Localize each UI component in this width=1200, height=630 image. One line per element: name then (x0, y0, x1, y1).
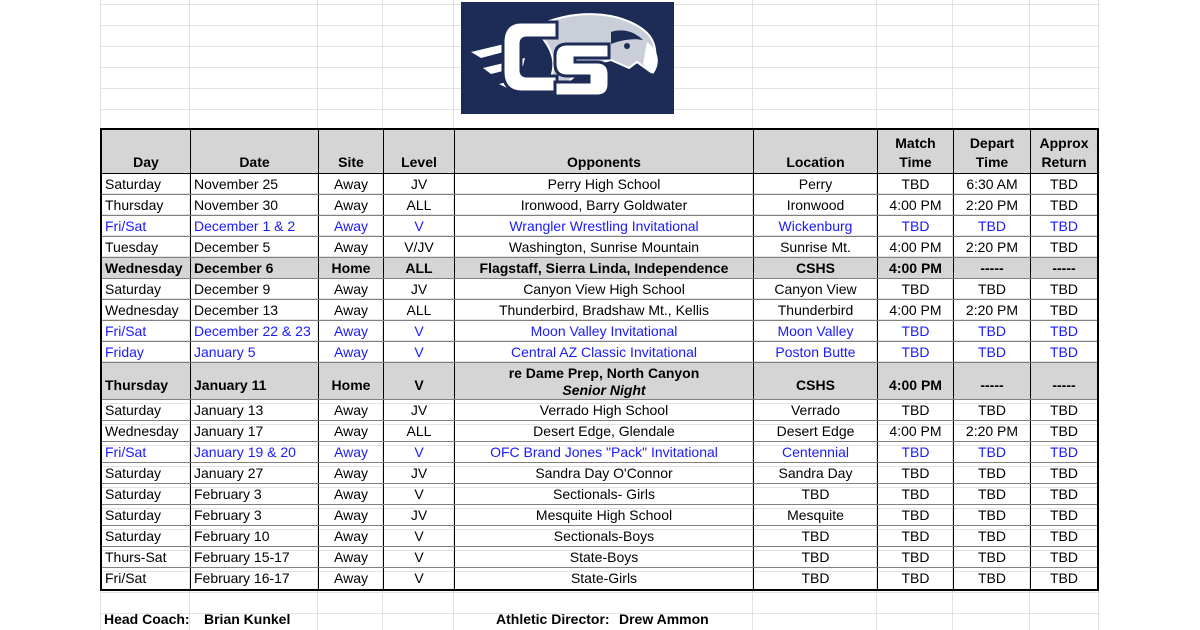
date-cell: November 30 (191, 195, 319, 215)
depart-time-cell: TBD (954, 505, 1031, 525)
header-label-top: Approx (1039, 135, 1089, 151)
date-cell: December 6 (191, 258, 319, 278)
opponents-cell (455, 363, 754, 399)
table-row (102, 547, 1097, 568)
depart-time-cell: TBD (954, 568, 1031, 589)
level-cell: ALL (384, 421, 455, 441)
header-day (102, 130, 191, 173)
return-time-cell: TBD (1050, 218, 1078, 234)
return-time-cell: TBD (1050, 444, 1078, 460)
day-cell: Thursday (102, 195, 191, 215)
opponents-line: re Dame Prep, North Canyon (508, 365, 700, 381)
table-row (102, 421, 1097, 442)
match-time-cell: TBD (878, 463, 954, 483)
site-cell: Away (319, 321, 384, 341)
location-cell: Perry (754, 174, 878, 194)
depart-time-cell: 2:20 PM (954, 300, 1031, 320)
match-time-cell: 4:00 PM (878, 300, 954, 320)
depart-time-cell: TBD (954, 484, 1031, 504)
day-cell: Thurs-Sat (102, 547, 191, 567)
date-cell: November 25 (191, 174, 319, 194)
day-cell: Saturday (102, 174, 191, 194)
return-time-cell: TBD (1050, 486, 1078, 502)
return-time-cell: TBD (1050, 323, 1078, 339)
match-time-cell: TBD (878, 342, 954, 362)
day-cell: Saturday (102, 463, 191, 483)
senior-night-note: Senior Night (562, 382, 646, 398)
table-row (102, 195, 1097, 216)
depart-time-cell: TBD (954, 279, 1031, 299)
date-cell: January 13 (191, 400, 319, 420)
schedule-table (100, 128, 1099, 591)
return-time-cell: TBD (1050, 197, 1078, 213)
return-time-cell: TBD (1050, 507, 1078, 523)
table-row (102, 568, 1097, 589)
location-cell: Ironwood (754, 195, 878, 215)
header-opponents (455, 130, 754, 173)
level-cell: JV (384, 400, 455, 420)
header-label: Location (786, 154, 845, 170)
header-label: Day (133, 154, 159, 170)
date-cell: December 5 (191, 237, 319, 257)
day-cell: Saturday (102, 484, 191, 504)
depart-time-cell: ----- (954, 258, 1031, 278)
opponents-cell: Ironwood, Barry Goldwater (455, 195, 754, 215)
level-cell: V (384, 547, 455, 567)
level-cell: ALL (384, 258, 455, 278)
site-cell: Away (319, 568, 384, 589)
depart-time-cell: TBD (954, 216, 1031, 236)
match-time-cell: 4:00 PM (878, 237, 954, 257)
head-coach-label: Head Coach: (104, 611, 190, 627)
depart-time-cell: TBD (954, 526, 1031, 546)
location-cell: Verrado (754, 400, 878, 420)
return-time-cell: ----- (1052, 260, 1076, 276)
match-time-cell: 4:00 PM (878, 258, 954, 278)
level-cell: ALL (384, 300, 455, 320)
table-row (102, 321, 1097, 342)
site-cell: Away (319, 463, 384, 483)
day-cell: Saturday (102, 505, 191, 525)
return-time-cell: TBD (1050, 423, 1078, 439)
site-cell: Away (319, 547, 384, 567)
site-cell: Away (319, 400, 384, 420)
table-row (102, 442, 1097, 463)
day-cell: Friday (102, 342, 191, 362)
site-cell: Away (319, 342, 384, 362)
match-time-cell: TBD (878, 505, 954, 525)
opponents-cell: Sectionals- Girls (455, 484, 754, 504)
header-site (319, 130, 384, 173)
table-row (102, 279, 1097, 300)
return-time-cell: TBD (1050, 570, 1078, 586)
depart-time-cell: 6:30 AM (954, 174, 1031, 194)
date-cell: February 3 (191, 484, 319, 504)
depart-time-cell: TBD (954, 547, 1031, 567)
header-ret (1031, 130, 1097, 173)
opponents-cell: Mesquite High School (455, 505, 754, 525)
location-cell: CSHS (754, 363, 878, 399)
header-level (384, 130, 455, 173)
header-label: Opponents (567, 154, 641, 170)
date-cell: December 22 & 23 (191, 321, 319, 341)
header-label: Return (1041, 154, 1087, 170)
depart-time-cell: 2:20 PM (954, 237, 1031, 257)
opponents-cell: Moon Valley Invitational (455, 321, 754, 341)
level-cell: V/JV (384, 237, 455, 257)
table-row (102, 300, 1097, 321)
table-row (102, 526, 1097, 547)
location-cell: Thunderbird (754, 300, 878, 320)
day-cell: Saturday (102, 279, 191, 299)
day-cell: Wednesday (102, 258, 191, 278)
level-cell: V (384, 484, 455, 504)
hawk-logo-icon (461, 2, 674, 114)
return-time-cell: TBD (1050, 549, 1078, 565)
table-row (102, 237, 1097, 258)
athletic-director-name: Drew Ammon (619, 611, 709, 627)
opponents-cell: Thunderbird, Bradshaw Mt., Kellis (455, 300, 754, 320)
location-cell: TBD (754, 568, 878, 589)
table-row (102, 258, 1097, 279)
opponents-cell: Central AZ Classic Invitational (455, 342, 754, 362)
date-cell: January 11 (191, 363, 319, 399)
opponents-cell: Canyon View High School (455, 279, 754, 299)
location-cell: Centennial (754, 442, 878, 462)
table-row (102, 484, 1097, 505)
location-cell: TBD (754, 547, 878, 567)
header-label: Level (401, 154, 437, 170)
site-cell: Away (319, 237, 384, 257)
depart-time-cell: 2:20 PM (954, 195, 1031, 215)
match-time-cell: TBD (878, 442, 954, 462)
header-label-top: Match (895, 135, 936, 151)
header-label: Time (975, 154, 1009, 170)
return-time-cell: TBD (1050, 281, 1078, 297)
level-cell: V (384, 442, 455, 462)
opponents-cell: Wrangler Wrestling Invitational (455, 216, 754, 236)
opponents-cell: Perry High School (455, 174, 754, 194)
header-label-top: Depart (969, 135, 1015, 151)
opponents-cell: Verrado High School (455, 400, 754, 420)
table-header (102, 130, 1097, 174)
location-cell: CSHS (754, 258, 878, 278)
level-cell: JV (384, 505, 455, 525)
day-cell: Thursday (102, 363, 191, 399)
table-row (102, 363, 1097, 400)
site-cell: Away (319, 526, 384, 546)
date-cell: February 10 (191, 526, 319, 546)
date-cell: January 17 (191, 421, 319, 441)
match-time-cell: 4:00 PM (878, 195, 954, 215)
opponents-cell: Flagstaff, Sierra Linda, Independence (455, 258, 754, 278)
match-time-cell: TBD (878, 279, 954, 299)
match-time-cell: TBD (878, 526, 954, 546)
header-match (878, 130, 954, 173)
depart-time-cell: ----- (954, 363, 1031, 399)
table-row (102, 463, 1097, 484)
location-cell: Mesquite (754, 505, 878, 525)
opponents-cell: Sandra Day O'Connor (455, 463, 754, 483)
day-cell: Fri/Sat (102, 321, 191, 341)
opponents-cell: Washington, Sunrise Mountain (455, 237, 754, 257)
return-time-cell: TBD (1050, 302, 1078, 318)
level-cell: ALL (384, 195, 455, 215)
location-cell: Sandra Day (754, 463, 878, 483)
level-cell: V (384, 526, 455, 546)
site-cell: Away (319, 279, 384, 299)
match-time-cell: TBD (878, 484, 954, 504)
site-cell: Away (319, 421, 384, 441)
date-cell: January 19 & 20 (191, 442, 319, 462)
day-cell: Wednesday (102, 300, 191, 320)
date-cell: December 1 & 2 (191, 216, 319, 236)
site-cell: Away (319, 484, 384, 504)
return-time-cell: TBD (1050, 402, 1078, 418)
return-time-cell: TBD (1050, 176, 1078, 192)
table-row (102, 174, 1097, 195)
match-time-cell: TBD (878, 216, 954, 236)
day-cell: Saturday (102, 400, 191, 420)
match-time-cell: TBD (878, 400, 954, 420)
location-cell: Sunrise Mt. (754, 237, 878, 257)
site-cell: Away (319, 195, 384, 215)
opponents-cell: State-Boys (455, 547, 754, 567)
opponents-cell: Desert Edge, Glendale (455, 421, 754, 441)
site-cell: Home (319, 363, 384, 399)
return-time-cell: TBD (1050, 344, 1078, 360)
table-row (102, 342, 1097, 363)
table-row (102, 400, 1097, 421)
level-cell: JV (384, 174, 455, 194)
level-cell: JV (384, 463, 455, 483)
match-time-cell: TBD (878, 321, 954, 341)
table-row (102, 505, 1097, 526)
athletic-director-label: Athletic Director: (496, 611, 610, 627)
depart-time-cell: TBD (954, 400, 1031, 420)
table-body (102, 174, 1097, 589)
level-cell: V (384, 342, 455, 362)
header-date (191, 130, 319, 173)
return-time-cell: TBD (1050, 528, 1078, 544)
date-cell: February 15-17 (191, 547, 319, 567)
level-cell: V (384, 321, 455, 341)
day-cell: Fri/Sat (102, 442, 191, 462)
location-cell: Moon Valley (754, 321, 878, 341)
site-cell: Away (319, 216, 384, 236)
depart-time-cell: TBD (954, 342, 1031, 362)
header-label: Site (338, 154, 364, 170)
level-cell: V (384, 216, 455, 236)
match-time-cell: 4:00 PM (878, 363, 954, 399)
cs-hawk-logo (461, 2, 674, 114)
match-time-cell: TBD (878, 547, 954, 567)
site-cell: Away (319, 174, 384, 194)
location-cell: Wickenburg (754, 216, 878, 236)
location-cell: Canyon View (754, 279, 878, 299)
return-time-cell: TBD (1050, 239, 1078, 255)
site-cell: Home (319, 258, 384, 278)
depart-time-cell: 2:20 PM (954, 421, 1031, 441)
header-label: Date (239, 154, 270, 170)
depart-time-cell: TBD (954, 463, 1031, 483)
site-cell: Away (319, 442, 384, 462)
match-time-cell: TBD (878, 568, 954, 589)
location-cell: Poston Butte (754, 342, 878, 362)
grid-line (100, 592, 1100, 593)
date-cell: January 5 (191, 342, 319, 362)
table-row (102, 216, 1097, 237)
header-label: Time (899, 154, 932, 170)
site-cell: Away (319, 300, 384, 320)
level-cell: V (384, 568, 455, 589)
date-cell: January 27 (191, 463, 319, 483)
date-cell: December 13 (191, 300, 319, 320)
level-cell: JV (384, 279, 455, 299)
depart-time-cell: TBD (954, 321, 1031, 341)
location-cell: TBD (754, 526, 878, 546)
opponents-cell: OFC Brand Jones "Pack" Invitational (455, 442, 754, 462)
date-cell: February 3 (191, 505, 319, 525)
match-time-cell: TBD (878, 174, 954, 194)
header-location (754, 130, 878, 173)
match-time-cell: 4:00 PM (878, 421, 954, 441)
day-cell: Saturday (102, 526, 191, 546)
date-cell: February 16-17 (191, 568, 319, 589)
date-cell: December 9 (191, 279, 319, 299)
location-cell: TBD (754, 484, 878, 504)
return-time-cell: TBD (1050, 465, 1078, 481)
return-time-cell: ----- (1052, 377, 1076, 393)
head-coach-name: Brian Kunkel (204, 611, 291, 627)
day-cell: Fri/Sat (102, 568, 191, 589)
site-cell: Away (319, 505, 384, 525)
opponents-cell: Sectionals-Boys (455, 526, 754, 546)
day-cell: Fri/Sat (102, 216, 191, 236)
depart-time-cell: TBD (954, 442, 1031, 462)
day-cell: Wednesday (102, 421, 191, 441)
opponents-cell: State-Girls (455, 568, 754, 589)
header-depart (954, 130, 1031, 173)
location-cell: Desert Edge (754, 421, 878, 441)
level-cell: V (384, 363, 455, 399)
day-cell: Tuesday (102, 237, 191, 257)
